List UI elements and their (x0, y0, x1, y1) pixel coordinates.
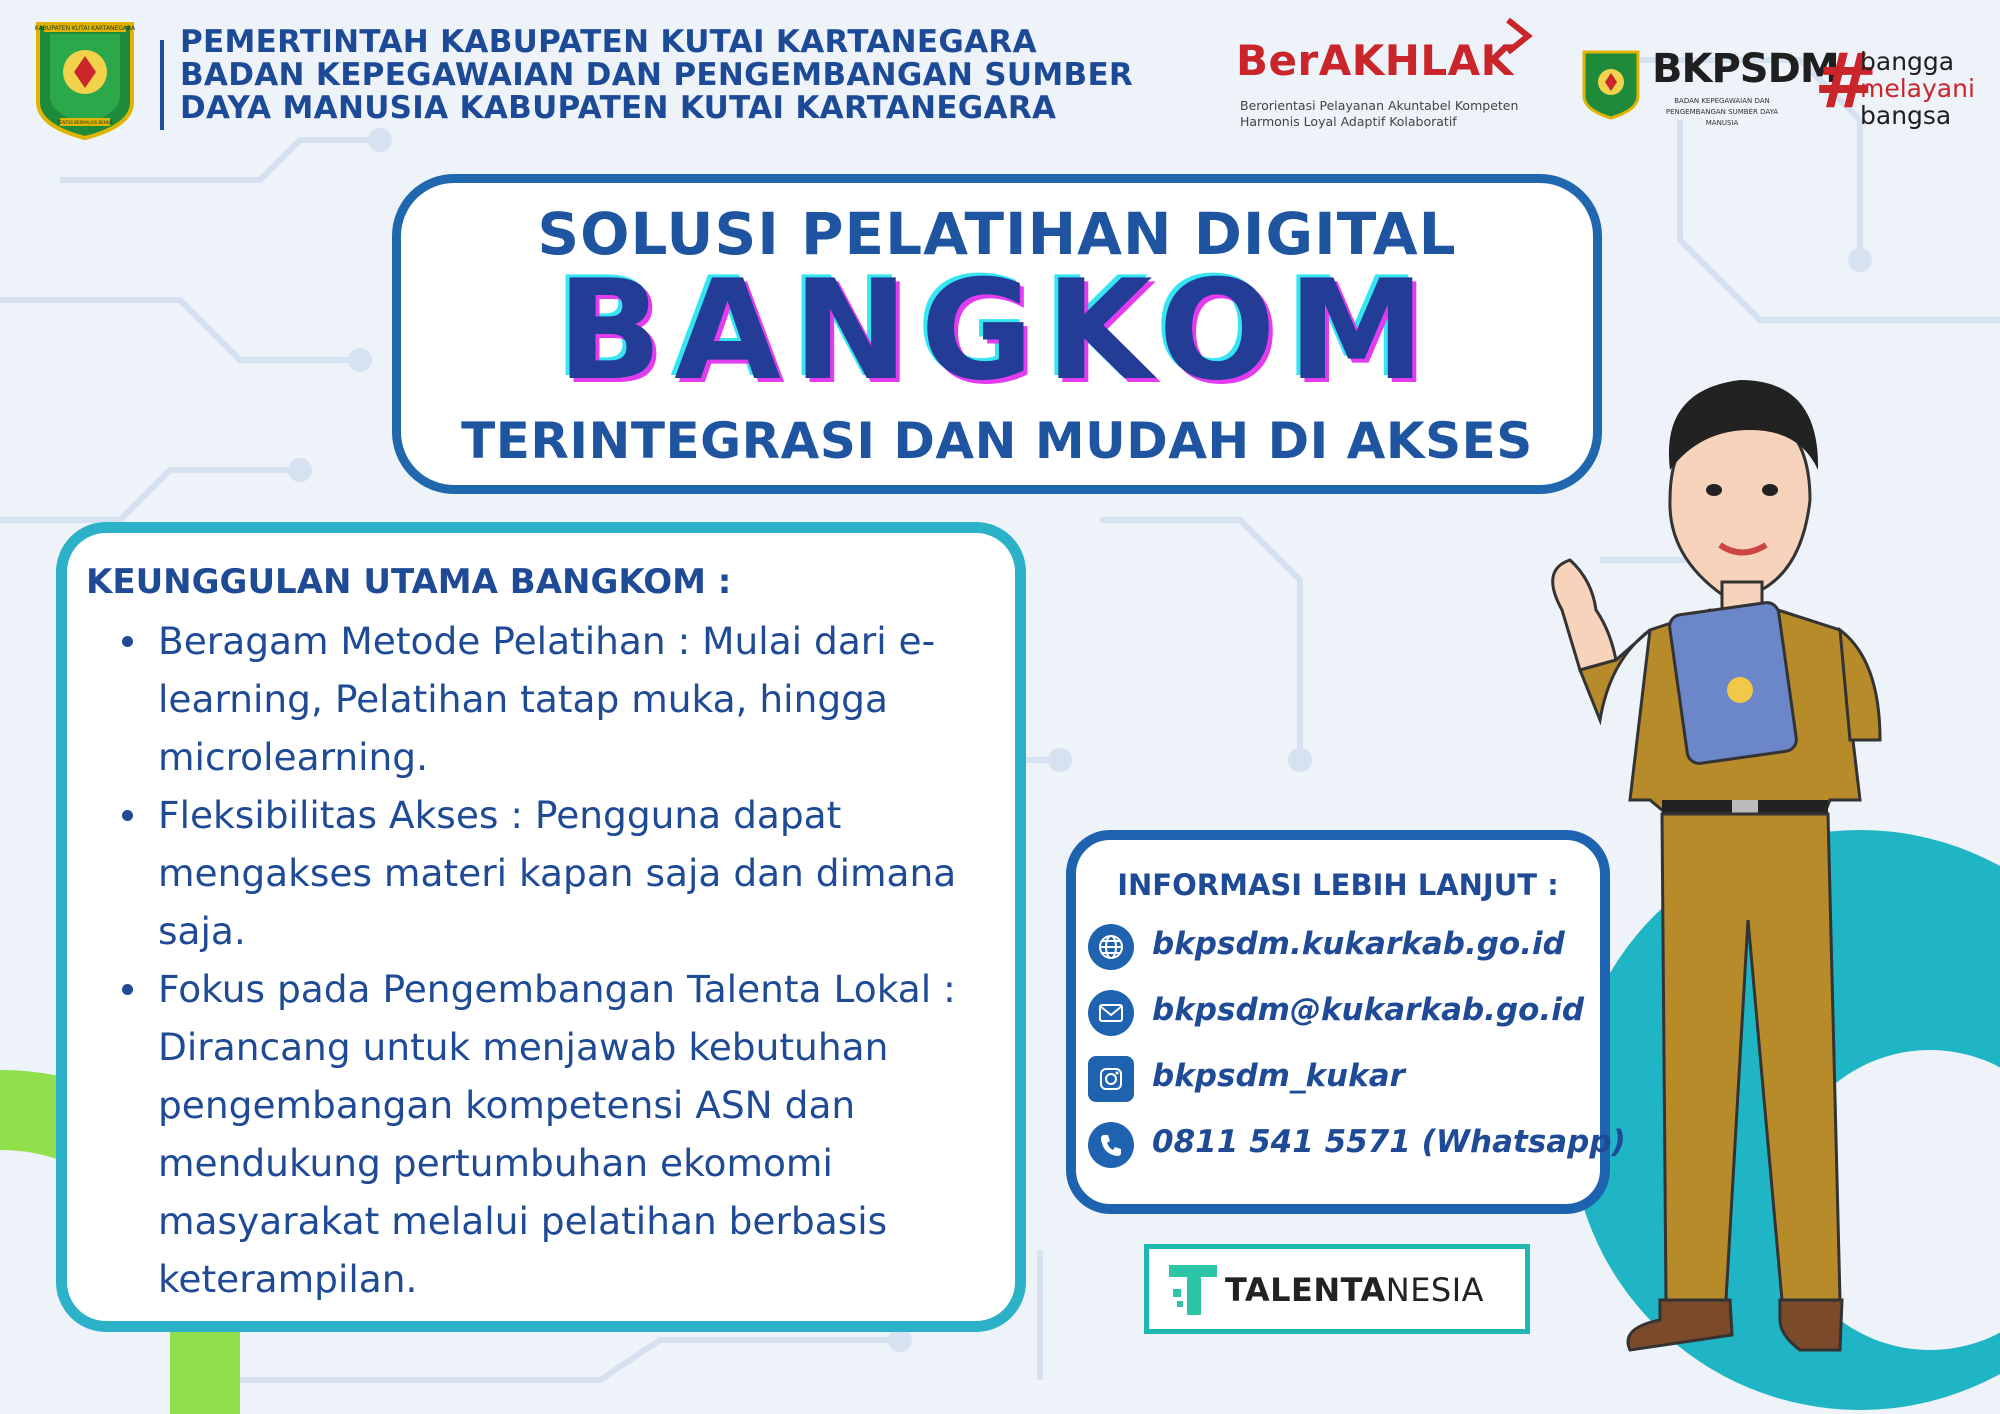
header-institution-name (180, 24, 1134, 126)
logo-ribbon-top: KABUPATEN KUTAI KARTANEGARA (34, 25, 136, 32)
berakhlak-subtitle (1240, 98, 1518, 130)
talentanesia-mark-icon (1163, 1259, 1223, 1321)
bullet-icon (122, 984, 133, 995)
list-item (118, 612, 1008, 786)
benefit-text-3: Fokus pada Pengembangan Talenta Lokal : Dirancang untuk menjawab kebutuhan pengembangan kompetensi ASN dan mendukung pertumbuhan ekomomi masyarakat melalui pelatihan berbasis keterampilan. (158, 967, 956, 1301)
kutai-kartanegara-logo (30, 14, 140, 142)
list-item (118, 960, 1008, 1308)
title-main-bangkom: BANGKOM (556, 250, 1438, 411)
instagram-icon (1088, 1056, 1134, 1102)
chevron-right-icon (1504, 16, 1534, 56)
list-item (118, 786, 1008, 960)
bangga-word-2: melayani (1860, 74, 1975, 103)
hashtag-symbol: # (1814, 36, 1878, 125)
logo-ribbon-bottom: TENTAS BERMALAIS BENNA (57, 120, 113, 125)
header-line-2: BADAN KEPEGAWAIAN DAN PENGEMBANGAN SUMBER (180, 57, 1134, 93)
instagram-handle[interactable]: bkpsdm_kukar (1152, 1058, 1405, 1094)
title-bottom-line: TERINTEGRASI DAN MUDAH DI AKSES (461, 412, 1533, 470)
berakhlak-sub-line-1: Berorientasi Pelayanan Akuntabel Kompeten (1240, 98, 1519, 113)
bkpsdm-title: BKPSDM (1652, 46, 1839, 92)
berakhlak-title: BerAKHLAK (1236, 36, 1514, 85)
benefits-list (118, 612, 1008, 1308)
talentanesia-logo (1144, 1244, 1530, 1334)
bangga-melayani-bangsa-logo (1814, 36, 1994, 134)
benefits-heading: KEUNGGULAN UTAMA BANGKOM : (86, 562, 732, 602)
bkpsdm-subtitle: BADAN KEPEGAWAIAN DAN PENGEMBANGAN SUMBER DAYA MANUSIA (1665, 97, 1779, 127)
talentanesia-bold: TALENTA (1225, 1271, 1386, 1309)
talentanesia-light: NESIA (1385, 1271, 1485, 1309)
bullet-icon (122, 636, 133, 647)
globe-icon (1088, 924, 1134, 970)
talentanesia-wordmark (1225, 1271, 1484, 1309)
bullet-icon (122, 810, 133, 821)
bangga-word-1: bangga (1860, 47, 1955, 76)
header-divider (160, 40, 164, 130)
berakhlak-logo (1236, 36, 1536, 136)
phone-number[interactable]: 0811 541 5571 (Whatsapp) (1152, 1124, 1626, 1160)
phone-icon (1088, 1122, 1134, 1168)
benefit-text-2: Fleksibilitas Akses : Pengguna dapat mengakses materi kapan saja dan dimana saja. (158, 793, 957, 953)
title-top-line: SOLUSI PELATIHAN DIGITAL (537, 200, 1457, 268)
berakhlak-sub-line-2: Harmonis Loyal Adaptif Kolaboratif (1240, 114, 1457, 129)
civil-servant-illustration (1500, 360, 2000, 1414)
email-link[interactable]: bkpsdm@kukarkab.go.id (1152, 992, 1585, 1028)
benefit-text-1: Beragam Metode Pelatihan : Mulai dari e-learning, Pelatihan tatap muka, hingga microlearning. (158, 619, 936, 779)
bkpsdm-logo (1580, 46, 1839, 127)
header-line-1: PEMERTINTAH KABUPATEN KUTAI KARTANEGARA (180, 24, 1037, 60)
contact-info-heading: INFORMASI LEBIH LANJUT : (1117, 868, 1559, 902)
header-line-3: DAYA MANUSIA KABUPATEN KUTAI KARTANEGARA (180, 90, 1057, 126)
website-link[interactable]: bkpsdm.kukarkab.go.id (1152, 926, 1565, 962)
bkpsdm-emblem-icon (1580, 48, 1642, 120)
bangga-words (1860, 48, 1975, 129)
bangga-word-3: bangsa (1860, 101, 1952, 130)
mail-icon (1088, 990, 1134, 1036)
